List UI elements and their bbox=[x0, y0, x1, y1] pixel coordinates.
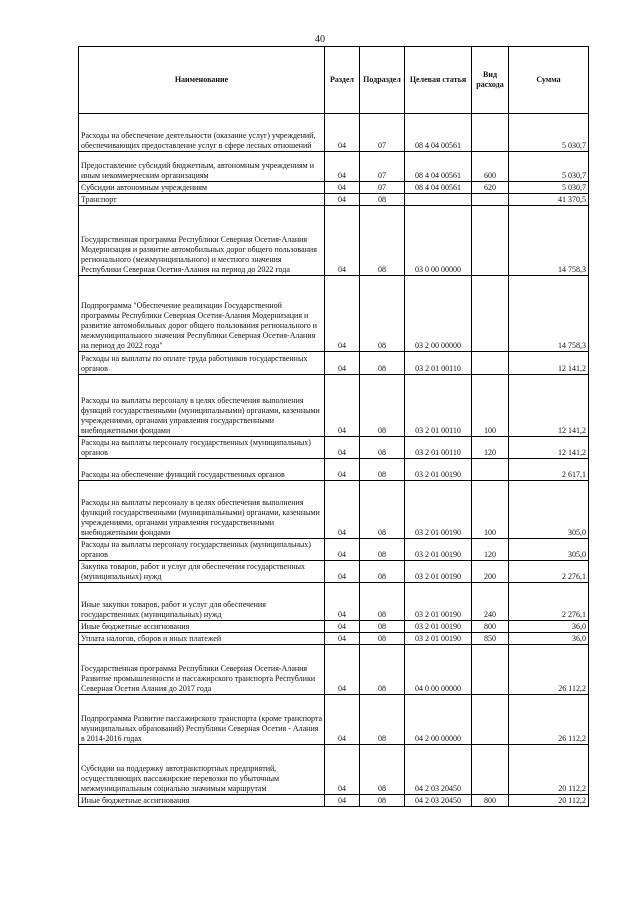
row-subsection: 08 bbox=[360, 194, 405, 206]
row-target: 03 2 01 00110 bbox=[405, 437, 472, 459]
row-name: Расходы на выплаты персоналу государственных (муниципальных) органов bbox=[79, 437, 325, 459]
table-row bbox=[79, 621, 589, 633]
row-name: Иные бюджетные ассигнования bbox=[79, 795, 325, 807]
row-amount: 2 276,1 bbox=[509, 583, 589, 621]
header-subsection: Подраздел bbox=[360, 47, 405, 114]
table-row bbox=[79, 182, 589, 194]
row-section: 04 bbox=[325, 795, 360, 807]
page-number: 40 bbox=[315, 34, 325, 45]
row-amount: 5 030,7 bbox=[509, 182, 589, 194]
row-expense-type bbox=[472, 695, 509, 745]
row-expense-type: 100 bbox=[472, 375, 509, 437]
row-subsection: 08 bbox=[360, 206, 405, 276]
row-section: 04 bbox=[325, 114, 360, 152]
row-amount: 14 758,3 bbox=[509, 276, 589, 352]
row-section: 04 bbox=[325, 352, 360, 375]
row-section: 04 bbox=[325, 695, 360, 745]
row-amount: 305,0 bbox=[509, 481, 589, 539]
table-row bbox=[79, 437, 589, 459]
row-expense-type: 120 bbox=[472, 539, 509, 561]
row-section: 04 bbox=[325, 375, 360, 437]
table-row bbox=[79, 481, 589, 539]
row-target bbox=[405, 194, 472, 206]
row-amount: 20 112,2 bbox=[509, 795, 589, 807]
row-section: 04 bbox=[325, 583, 360, 621]
row-target: 03 2 01 00190 bbox=[405, 459, 472, 481]
row-target: 03 2 00 00000 bbox=[405, 276, 472, 352]
row-expense-type: 800 bbox=[472, 621, 509, 633]
row-section: 04 bbox=[325, 182, 360, 194]
row-subsection: 08 bbox=[360, 633, 405, 645]
row-target: 04 0 00 00000 bbox=[405, 645, 472, 695]
row-name: Иные бюджетные ассигнования bbox=[79, 621, 325, 633]
table-row bbox=[79, 561, 589, 583]
row-subsection: 08 bbox=[360, 745, 405, 795]
row-expense-type bbox=[472, 352, 509, 375]
row-expense-type bbox=[472, 645, 509, 695]
table-row bbox=[79, 539, 589, 561]
row-expense-type bbox=[472, 114, 509, 152]
row-amount: 305,0 bbox=[509, 539, 589, 561]
row-amount: 20 112,2 bbox=[509, 745, 589, 795]
row-name: Расходы на обеспечение деятельности (оказание услуг) учреждений, обеспечивающих предоставление услуг в сфере лесных отношений bbox=[79, 114, 325, 152]
table-row bbox=[79, 152, 589, 182]
row-amount: 26 112,2 bbox=[509, 695, 589, 745]
row-expense-type: 800 bbox=[472, 795, 509, 807]
row-section: 04 bbox=[325, 152, 360, 182]
row-section: 04 bbox=[325, 459, 360, 481]
row-section: 04 bbox=[325, 437, 360, 459]
row-name: Уплата налогов, сборов и иных платежей bbox=[79, 633, 325, 645]
row-expense-type: 620 bbox=[472, 182, 509, 194]
row-name: Закупка товаров, работ и услуг для обеспечения государственных (муниципальных) нужд bbox=[79, 561, 325, 583]
row-subsection: 08 bbox=[360, 276, 405, 352]
header-expense-type: Вид расхода bbox=[472, 47, 509, 114]
header-section: Раздел bbox=[325, 47, 360, 114]
row-amount: 2 617,1 bbox=[509, 459, 589, 481]
row-subsection: 08 bbox=[360, 645, 405, 695]
row-expense-type: 600 bbox=[472, 152, 509, 182]
row-subsection: 08 bbox=[360, 583, 405, 621]
row-target: 03 2 01 00190 bbox=[405, 481, 472, 539]
row-section: 04 bbox=[325, 276, 360, 352]
row-expense-type bbox=[472, 459, 509, 481]
row-target: 04 2 00 00000 bbox=[405, 695, 472, 745]
table-row bbox=[79, 645, 589, 695]
row-section: 04 bbox=[325, 745, 360, 795]
row-target: 08 4 04 00561 bbox=[405, 182, 472, 194]
row-name: Государственная программа Республики Северная Осетия-Алания Развитие промышленности и пассажирского транспорта Республики Северная Осетия Алания до 2017 года bbox=[79, 645, 325, 695]
row-section: 04 bbox=[325, 194, 360, 206]
row-subsection: 08 bbox=[360, 561, 405, 583]
row-target: 03 2 01 00190 bbox=[405, 561, 472, 583]
row-expense-type bbox=[472, 276, 509, 352]
row-name: Расходы на выплаты по оплате труда работников государственных органов bbox=[79, 352, 325, 375]
row-section: 04 bbox=[325, 645, 360, 695]
row-expense-type bbox=[472, 194, 509, 206]
table-row bbox=[79, 375, 589, 437]
row-expense-type: 100 bbox=[472, 481, 509, 539]
row-section: 04 bbox=[325, 206, 360, 276]
row-expense-type: 850 bbox=[472, 633, 509, 645]
row-name: Субсидии на поддержку автотранспортных предприятий, осуществляющих пассажирские перевозки по убыточным межмуниципальным социально значимым маршрутам bbox=[79, 745, 325, 795]
row-subsection: 08 bbox=[360, 352, 405, 375]
row-name: Расходы на выплаты персоналу в целях обеспечения выполнения функций государственными (муниципальными) органами, казенными учреждениями, органами управления государственными внебюджетными фондами bbox=[79, 481, 325, 539]
row-subsection: 07 bbox=[360, 182, 405, 194]
header-amount: Сумма bbox=[509, 47, 589, 114]
row-target: 04 2 03 20450 bbox=[405, 795, 472, 807]
row-subsection: 08 bbox=[360, 695, 405, 745]
row-amount: 14 758,3 bbox=[509, 206, 589, 276]
row-target: 04 2 03 20450 bbox=[405, 745, 472, 795]
row-expense-type bbox=[472, 206, 509, 276]
row-amount: 36,0 bbox=[509, 621, 589, 633]
row-name: Транспорт bbox=[79, 194, 325, 206]
row-target: 03 2 01 00110 bbox=[405, 375, 472, 437]
header-name: Наименование bbox=[79, 47, 325, 114]
table-row bbox=[79, 633, 589, 645]
row-target: 03 2 01 00190 bbox=[405, 539, 472, 561]
row-subsection: 07 bbox=[360, 114, 405, 152]
table-row bbox=[79, 276, 589, 352]
header-target: Целевая статья bbox=[405, 47, 472, 114]
row-subsection: 08 bbox=[360, 795, 405, 807]
row-name: Субсидии автономным учреждениям bbox=[79, 182, 325, 194]
table-row bbox=[79, 206, 589, 276]
row-target: 03 2 01 00110 bbox=[405, 352, 472, 375]
table-row bbox=[79, 459, 589, 481]
row-amount: 12 141,2 bbox=[509, 375, 589, 437]
row-name: Подпрограмма Развитие пассажирского транспорта (кроме транспорта муниципальных образований) Республики Северная Осетия - Алания в 2014-2016 годах bbox=[79, 695, 325, 745]
row-target: 08 4 04 00561 bbox=[405, 114, 472, 152]
table-row bbox=[79, 114, 589, 152]
row-expense-type bbox=[472, 745, 509, 795]
row-section: 04 bbox=[325, 633, 360, 645]
table-row bbox=[79, 795, 589, 807]
table-row bbox=[79, 352, 589, 375]
row-target: 03 2 01 00190 bbox=[405, 633, 472, 645]
row-subsection: 08 bbox=[360, 481, 405, 539]
row-target: 03 2 01 00190 bbox=[405, 583, 472, 621]
row-name: Предоставление субсидий бюджетным, автономным учреждениям и иным некоммерческим организациям bbox=[79, 152, 325, 182]
row-subsection: 07 bbox=[360, 152, 405, 182]
row-target: 03 2 01 00190 bbox=[405, 621, 472, 633]
row-name: Иные закупки товаров, работ и услуг для обеспечения государственных (муниципальных) нужд bbox=[79, 583, 325, 621]
row-section: 04 bbox=[325, 561, 360, 583]
row-target: 03 0 00 00000 bbox=[405, 206, 472, 276]
row-section: 04 bbox=[325, 481, 360, 539]
row-amount: 26 112,2 bbox=[509, 645, 589, 695]
row-amount: 12 141,2 bbox=[509, 352, 589, 375]
row-name: Расходы на выплаты персоналу государственных (муниципальных) органов bbox=[79, 539, 325, 561]
budget-table bbox=[78, 46, 589, 807]
row-expense-type: 240 bbox=[472, 583, 509, 621]
row-name: Государственная программа Республики Северная Осетия-Алания Модернизация и развитие автомобильных дорог общего пользования регионального (межмуниципального) и местного значения Республики Северная Осетия-Алания на период до 2022 года bbox=[79, 206, 325, 276]
row-subsection: 08 bbox=[360, 375, 405, 437]
table-row bbox=[79, 194, 589, 206]
row-target: 08 4 04 00561 bbox=[405, 152, 472, 182]
row-name: Расходы на обеспечение функций государственных органов bbox=[79, 459, 325, 481]
row-amount: 5 030,7 bbox=[509, 152, 589, 182]
row-subsection: 08 bbox=[360, 459, 405, 481]
row-subsection: 08 bbox=[360, 539, 405, 561]
row-name: Расходы на выплаты персоналу в целях обеспечения выполнения функций государственными (муниципальными) органами, казенными учреждениями, органами управления государственными внебюджетными фондами bbox=[79, 375, 325, 437]
row-amount: 2 276,1 bbox=[509, 561, 589, 583]
row-section: 04 bbox=[325, 539, 360, 561]
row-amount: 12 141,2 bbox=[509, 437, 589, 459]
row-amount: 5 030,7 bbox=[509, 114, 589, 152]
table-row bbox=[79, 695, 589, 745]
row-subsection: 08 bbox=[360, 621, 405, 633]
row-name: Подпрограмма "Обеспечение реализации Государственной программы Республики Северная Осетия-Алания Модернизация и развитие автомобильных дорог общего пользования регионального и межмуниципального значения Республики Северная Осетия-Алания на период до 2022 года" bbox=[79, 276, 325, 352]
table-row bbox=[79, 583, 589, 621]
row-subsection: 08 bbox=[360, 437, 405, 459]
row-expense-type: 120 bbox=[472, 437, 509, 459]
row-section: 04 bbox=[325, 621, 360, 633]
table-row bbox=[79, 745, 589, 795]
row-expense-type: 200 bbox=[472, 561, 509, 583]
row-amount: 41 370,5 bbox=[509, 194, 589, 206]
table-header-row bbox=[79, 47, 589, 114]
row-amount: 36,0 bbox=[509, 633, 589, 645]
